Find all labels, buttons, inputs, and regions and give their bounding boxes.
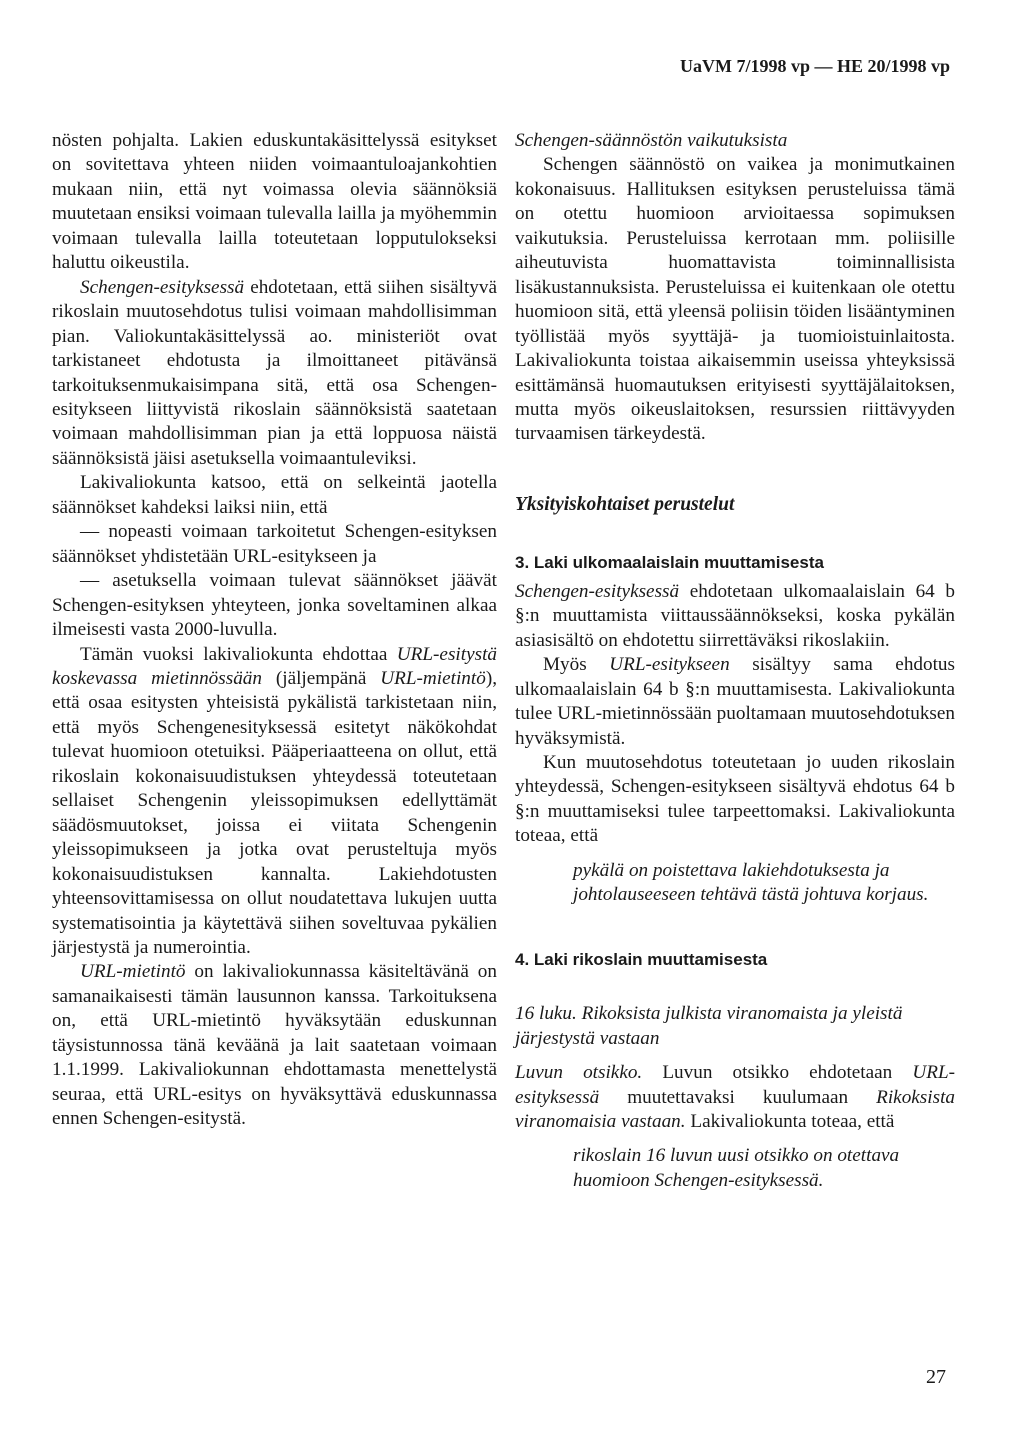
paragraph bbox=[52, 960, 497, 1131]
italic-term: Schengen-esityksessä bbox=[515, 580, 680, 602]
running-header: UaVM 7/1998 vp — HE 20/1998 vp bbox=[679, 56, 950, 76]
paragraph: Lakivaliokunta katsoo, että on selkeintä jaotella säännökset kahdeksi laiksi niin, että bbox=[52, 472, 497, 518]
paragraph-text: on lakivaliokunnassa käsiteltävänä on samanaikaisesti tämän lausunnon kanssa. Tarkoituksena on, että URL-mietintö hyväksytään eduskunnan täysistunnossa tänä keväänä ja lait saatetaan voimaan 1.1.1999. Lakivaliokunnan ehdottamasta menettelystä seuraa, että URL-esitys on hyväksyttävä eduskunnassa ennen Schengen-esitystä. bbox=[52, 961, 497, 1130]
italic-term: Luvun otsikko. bbox=[515, 1062, 643, 1084]
right-column bbox=[515, 129, 955, 1193]
italic-term: URL-esityksessä bbox=[515, 1062, 956, 1108]
italic-term: URL-mietintö bbox=[380, 667, 486, 689]
quoted-statement: rikoslain 16 luvun uusi otsikko on otettava huomioon Schengen-esityksessä. bbox=[573, 1145, 900, 1191]
section-title: Yksityiskohtaiset perustelut bbox=[515, 493, 735, 515]
paragraph-text: Tämän vuoksi lakivaliokunta ehdottaa bbox=[80, 643, 397, 665]
italic-term: Rikoksista viranomaisia vastaan. bbox=[515, 1086, 955, 1132]
italic-term: Schengen-esityksessä bbox=[80, 276, 245, 298]
paragraph-text: ehdotetaan, että siihen sisältyvä rikoslain muutosehdotus tulisi voimaan mahdollisimman pian. Valiokuntakäsittelyssä ao. ministeriöt ovat tarkistaneet ehdotusta ja ilmoittaneet pitävänsä tarkoituksenmukaisimpana sitä, että osa Schengen-esitykseen liittyvistä rikoslain säännöksistä saatetaan voimaan mahdollisimman pian ja että loppuosa näistä säännöksistä jäisi asetuksella voimaantuleviksi. bbox=[52, 276, 497, 469]
paragraph bbox=[515, 580, 955, 653]
paragraph-text: Luvun otsikko ehdotetaan bbox=[642, 1062, 913, 1084]
paragraph-text: ), että osaa esitysten yhteisistä pykälistä tarkistetaan niin, että myös Schengenesityksessä esitetyt näkökohdat tulevat huomioon otetuiksi. Pääperiaatteena on ollut, että rikoslain kokonaisuudistuksen yhteydessä toteutetaan sellaiset Schengenin yleissopimuksen edellyttämät säädösmuutokset, joissa ei viitata Schengenin yleissopimukseen ja jotka ovat perusteltuja myös kokonaisuudistuksen kannalta. Lakiehdotusten yhteensovittamisessa on ollut noudatettava lukujen uutta systematisointia ja käytettävä siihen soveltuvaa pykälien järjestystä ja numerointia. bbox=[52, 667, 497, 958]
paragraph bbox=[52, 276, 497, 472]
subheading: 16 luku. Rikoksista julkista viranomaista ja yleistä järjestystä vastaan bbox=[515, 1003, 903, 1049]
italic-term: URL-mietintö bbox=[80, 961, 186, 983]
paragraph-text: (jäljempänä bbox=[261, 667, 381, 689]
paragraph-text: ehdotetaan ulkomaalaislain 64 b §:n muuttamista viittaussäännökseksi, koska pykälän asiasisältö on ehdotettu siirrettäväksi rikoslakiin. bbox=[515, 580, 955, 651]
dash-list-item: — asetuksella voimaan tulevat säännökset jäävät Schengen-esityksen yhteyteen, jonka soveltaminen alkaa ilmeisesti vasta 2000-luvulla. bbox=[52, 570, 497, 641]
italic-term: URL-esitystä koskevassa mietinnössään bbox=[52, 643, 497, 689]
paragraph-text: sisältyy sama ehdotus ulkomaalaislain 64 b §:n muuttamisesta. Lakivaliokunta tulee URL-mietinnössään puoltamaan muutosehdotuksen hyväksymistä. bbox=[515, 654, 955, 749]
dash-list-item: — nopeasti voimaan tarkoitetut Schengen-esityksen säännökset yhdistetään URL-esitykseen ja bbox=[52, 521, 497, 567]
italic-term: URL-esitykseen bbox=[609, 654, 730, 676]
numbered-section-title: 3. Laki ulkomaalaislain muuttamisesta bbox=[515, 553, 824, 573]
paragraph: Kun muutosehdotus toteutetaan jo uuden rikoslain yhteydessä, Schengen-esitykseen sisältyvä ehdotus 64 b §:n muuttamiseksi tulee tarpeettomaksi. Lakivaliokunta toteaa, että bbox=[515, 751, 955, 847]
paragraph bbox=[515, 653, 955, 751]
numbered-section-title: 4. Laki rikoslain muuttamisesta bbox=[515, 949, 768, 969]
paragraph-text: Myös bbox=[543, 654, 610, 676]
left-column bbox=[52, 129, 497, 1132]
subheading: Schengen-säännöstön vaikutuksista bbox=[515, 130, 788, 151]
paragraph: nösten pohjalta. Lakien eduskuntakäsittelyssä esitykset on sovitettava yhteen niiden voimaantuloajankohtien mukaan niin, että nyt voimassa olevia säännöksiä muutetaan ensiksi voimaan tulevalla lailla ja myöhemmin voimaan tulevalla lailla toteutetaan lopputulokseksi haluttu oikeustila. bbox=[52, 130, 497, 274]
paragraph: Schengen säännöstö on vaikea ja monimutkainen kokonaisuus. Hallituksen esityksen perusteluissa tämä on otettu huomioon arvioitaessa sopimuksen vaikutuksia. Perusteluissa kerrotaan mm. poliisille aiheutuvista huomattavista toiminnallisista lisäkustannuksista. Perusteluissa ei kuitenkaan ole otettu huomioon sitä, että yleensä poliisin töiden lisääntyminen työllistää myös syyttäjä- ja tuomioistuinlaitosta. Lakivaliokunta toistaa aikaisemmin useissa yhteyksissä esittämänsä huomautuksen erityisesti syyttäjälaitoksen, mutta myös oikeuslaitoksen, resurssien riittävyyden turvaamisen tärkeydestä. bbox=[515, 154, 955, 445]
paragraph bbox=[515, 1061, 955, 1134]
paragraph-text: Lakivaliokunta toteaa, että bbox=[685, 1110, 895, 1132]
page-number: 27 bbox=[926, 1366, 946, 1388]
paragraph bbox=[52, 643, 497, 961]
paragraph-text: muutettavaksi kuulumaan bbox=[599, 1086, 877, 1108]
quoted-statement: pykälä on poistettava lakiehdotuksesta ja johtolauseeseen tehtävä tästä johtuva korjaus. bbox=[573, 859, 929, 906]
